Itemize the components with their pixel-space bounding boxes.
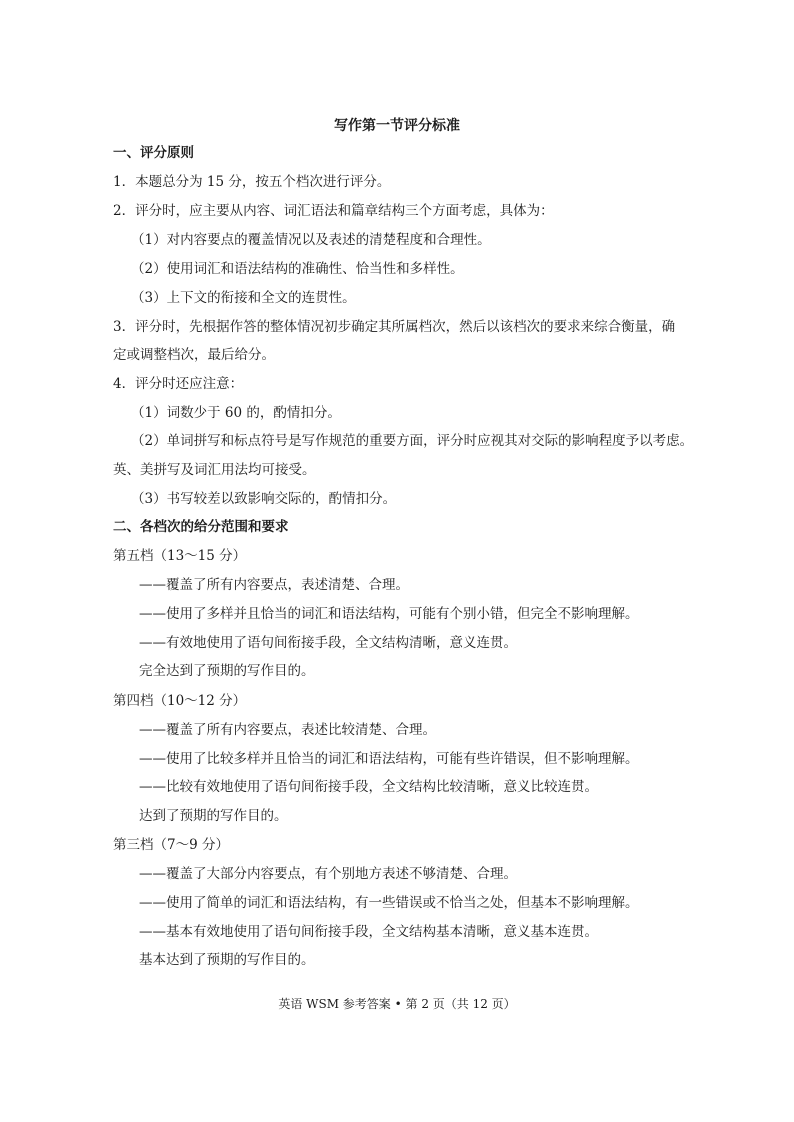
section-heading-principles: 一、评分原则 — [113, 145, 194, 161]
page-footer: 英语 WSM 参考答案 • 第 2 页（共 12 页） — [278, 997, 516, 1011]
band-5-label: 第五档（13～15 分） — [113, 548, 247, 564]
band-3-summary: 基本达到了预期的写作目的。 — [139, 952, 315, 968]
principle-item-3-line-1: 3．评分时，先根据作答的整体情况初步确定其所属档次，然后以该档次的要求来综合衡量，确 — [113, 319, 676, 335]
principle-item-2-sub-2: （2）使用词汇和语法结构的准确性、恰当性和多样性。 — [131, 261, 464, 277]
principle-item-4: 4．评分时还应注意： — [113, 376, 244, 392]
band-3-criterion-3: ——基本有效地使用了语句间衔接手段，全文结构基本清晰，意义基本连贯。 — [139, 924, 598, 940]
page-title: 写作第一节评分标准 — [334, 118, 460, 134]
band-5-criterion-1: ——覆盖了所有内容要点，表述清楚、合理。 — [139, 577, 409, 593]
band-3-label: 第三档（7～9 分） — [113, 837, 229, 853]
band-4-summary: 达到了预期的写作目的。 — [139, 808, 288, 824]
band-4-criterion-3: ——比较有效地使用了语句间衔接手段，全文结构比较清晰，意义比较连贯。 — [139, 779, 598, 795]
principle-item-2-sub-3: （3）上下文的衔接和全文的连贯性。 — [131, 290, 356, 306]
principle-item-3-line-2: 定或调整档次，最后给分。 — [113, 347, 275, 363]
band-4-criterion-1: ——覆盖了所有内容要点，表述比较清楚、合理。 — [139, 722, 436, 738]
principle-item-4-sub-2-line-1: （2）单词拼写和标点符号是写作规范的重要方面，评分时应视其对交际的影响程度予以考虑。 — [131, 433, 694, 449]
band-5-summary: 完全达到了预期的写作目的。 — [139, 663, 315, 679]
band-5-criterion-3: ——有效地使用了语句间衔接手段，全文结构清晰，意义连贯。 — [139, 635, 517, 651]
section-heading-bands: 二、各档次的给分范围和要求 — [113, 519, 289, 535]
band-5-criterion-2: ——使用了多样并且恰当的词汇和语法结构，可能有个别小错，但完全不影响理解。 — [139, 606, 639, 622]
principle-item-1: 1．本题总分为 15 分，按五个档次进行评分。 — [113, 174, 391, 190]
principle-item-4-sub-2-line-2: 英、美拼写及词汇用法均可接受。 — [113, 462, 316, 478]
principle-item-4-sub-1: （1）词数少于 60 的，酌情扣分。 — [131, 405, 341, 421]
band-3-criterion-1: ——覆盖了大部分内容要点，有个别地方表述不够清楚、合理。 — [139, 866, 517, 882]
band-4-label: 第四档（10～12 分） — [113, 693, 247, 709]
band-3-criterion-2: ——使用了简单的词汇和语法结构，有一些错误或不恰当之处，但基本不影响理解。 — [139, 895, 639, 911]
principle-item-2: 2．评分时，应主要从内容、词汇语法和篇章结构三个方面考虑，具体为： — [113, 203, 554, 219]
principle-item-2-sub-1: （1）对内容要点的覆盖情况以及表述的清楚程度和合理性。 — [131, 232, 491, 248]
principle-item-4-sub-3: （3）书写较差以致影响交际的，酌情扣分。 — [131, 491, 397, 507]
band-4-criterion-2: ——使用了比较多样并且恰当的词汇和语法结构，可能有些许错误，但不影响理解。 — [139, 751, 639, 767]
